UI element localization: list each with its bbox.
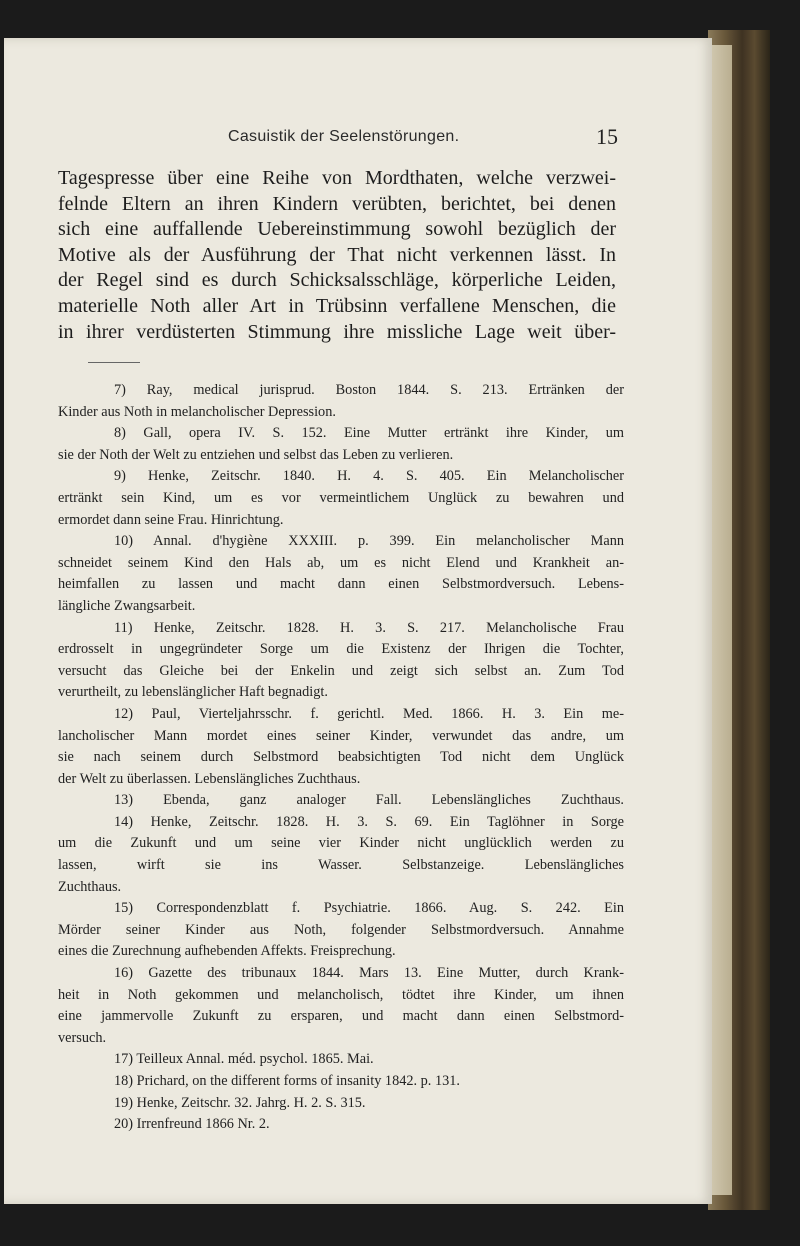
- footnote-line: 11) Henke, Zeitschr. 1828. H. 3. S. 217. Melancholische Frau: [114, 619, 624, 636]
- footnote-line: Zuchthaus.: [58, 878, 122, 895]
- body-line: felnde Eltern an ihren Kindern verübten, berichtet, bei denen: [58, 192, 616, 215]
- footnote-line: lancholischer Mann mordet eines seiner Kinder, verwundet das andre, um: [58, 727, 624, 744]
- footnote-line: der Welt zu überlassen. Lebenslängliches Zuchthaus.: [58, 770, 361, 787]
- footnote-line: sie der Noth der Welt zu entziehen und selbst das Leben zu verlieren.: [58, 446, 454, 463]
- footnotes: [58, 380, 624, 1136]
- footnote-line: 19) Henke, Zeitschr. 32. Jahrg. H. 2. S. 315.: [114, 1094, 366, 1111]
- footnote-line: 12) Paul, Vierteljahrsschr. f. gerichtl. Med. 1866. H. 3. Ein me-: [114, 705, 624, 722]
- body-line: Motive als der Ausführung der That nicht verkennen lässt. In: [58, 243, 616, 266]
- footnote-line: heit in Noth gekommen und melancholisch, tödtet ihre Kinder, um ihnen: [58, 986, 624, 1003]
- footnote-line: 17) Teilleux Annal. méd. psychol. 1865. Mai.: [114, 1051, 374, 1068]
- footnote-line: um die Zukunft und um seine vier Kinder nicht unglücklich werden zu: [58, 835, 624, 852]
- footnote-line: 13) Ebenda, ganz analoger Fall. Lebenslängliches Zuchthaus.: [114, 792, 624, 809]
- body-line: sich eine auffallende Uebereinstimmung sowohl bezüglich der: [58, 218, 616, 241]
- footnote-line: erdrosselt in ungegründeter Sorge um die Existenz der Ihrigen die Tochter,: [58, 641, 624, 658]
- footnote-line: 18) Prichard, on the different forms of insanity 1842. p. 131.: [114, 1073, 460, 1089]
- page-number: 15: [596, 124, 618, 149]
- footnote-line: Kinder aus Noth in melancholischer Depression.: [58, 403, 336, 420]
- footnote-rule: [88, 362, 140, 363]
- footnote-line: lassen, wirft sie ins Wasser. Selbstanzeige. Lebenslängliches: [58, 857, 624, 874]
- footnote-line: ertränkt sein Kind, um es vor vermeintlichem Unglück zu bewahren und: [58, 489, 624, 506]
- body-line: der Regel sind es durch Schicksalsschläge, körperliche Leiden,: [58, 269, 616, 292]
- footnote-line: eine jammervolle Zukunft zu ersparen, und macht dann einen Selbstmord-: [58, 1008, 624, 1025]
- body-line: in ihrer verdüsterten Stimmung ihre missliche Lage weit über-: [58, 320, 616, 343]
- footnote-line: 14) Henke, Zeitschr. 1828. H. 3. S. 69. Ein Taglöhner in Sorge: [114, 813, 624, 830]
- footnote-line: verurtheilt, zu lebenslänglicher Haft begnadigt.: [58, 684, 328, 701]
- body-line: Tagespresse über eine Reihe von Mordthaten, welche verzwei-: [58, 167, 616, 189]
- footnote-line: schneidet seinem Kind den Hals ab, um es nicht Elend und Krankheit an-: [58, 554, 624, 571]
- footnote-line: 8) Gall, opera IV. S. 152. Eine Mutter ertränkt ihre Kinder, um: [114, 425, 624, 442]
- footnote-line: sie nach seinem durch Selbstmord beabsichtigten Tod nicht dem Unglück: [58, 749, 624, 766]
- body-line: materielle Noth aller Art in Trübsinn verfallene Menschen, die: [58, 294, 616, 317]
- footnote-line: 9) Henke, Zeitschr. 1840. H. 4. S. 405. Ein Melancholischer: [114, 468, 624, 485]
- body-text: [58, 166, 616, 345]
- footnote-line: 10) Annal. d'hygiène XXXIII. p. 399. Ein melancholischer Mann: [114, 533, 624, 550]
- footnote-line: 7) Ray, medical jurisprud. Boston 1844. S. 213. Ertränken der: [114, 382, 624, 398]
- footnote-line: versucht das Gleiche bei der Enkelin und zeigt sich selbst an. Zum Tod: [58, 662, 624, 679]
- running-title: Casuistik der Seelenstörungen.: [228, 128, 460, 145]
- footnote-line: Mörder seiner Kinder aus Noth, folgender Selbstmordversuch. Annahme: [58, 921, 624, 938]
- page-stack-edge: [712, 45, 732, 1195]
- footnote-line: eines die Zurechnung aufhebenden Affekts. Freisprechung.: [58, 943, 396, 960]
- footnote-line: 16) Gazette des tribunaux 1844. Mars 13. Eine Mutter, durch Krank-: [114, 965, 624, 982]
- footnote-line: ermordet dann seine Frau. Hinrichtung.: [58, 511, 284, 528]
- footnote-line: 15) Correspondenzblatt f. Psychiatrie. 1866. Aug. S. 242. Ein: [114, 900, 624, 917]
- footnote-line: längliche Zwangsarbeit.: [58, 597, 196, 614]
- footnote-line: heimfallen zu lassen und macht dann einen Selbstmordversuch. Lebens-: [58, 576, 624, 593]
- footnote-line: 20) Irrenfreund 1866 Nr. 2.: [114, 1116, 270, 1133]
- footnote-line: versuch.: [58, 1029, 107, 1046]
